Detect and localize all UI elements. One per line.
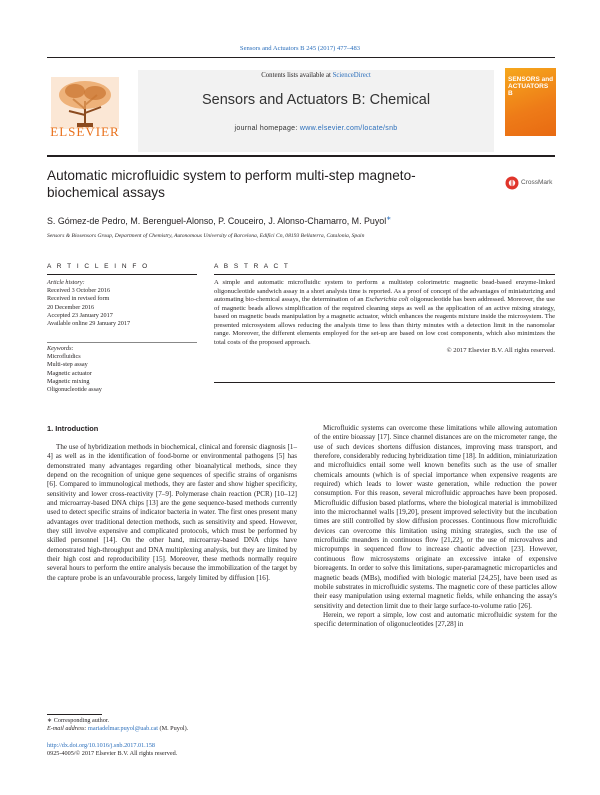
affiliation: Sensors & Biosensors Group, Department of Chemistry, Autonomous University of Barcelona, Edifici Cn, 08193 Bellaterra, Catalonia, Spain — [47, 233, 365, 239]
keyword-item: Magnetic mixing — [47, 377, 90, 385]
corresponding-author-note: ∗ Corresponding author. — [47, 717, 110, 724]
elsevier-wordmark: ELSEVIER — [50, 124, 120, 139]
abstract-text-1: A simple and automatic microfluidic system to perform a multistep colorimetric magnetic bead-based enzyme-linked oligonucleotide sandwich assay in a short analysis time is reported. As a proof of concept of the advantages of miniaturizing and automating bio-chemical assays, the determination of an — [214, 279, 555, 303]
article-info-heading: A R T I C L E I N F O — [47, 263, 150, 270]
keyword-item: Microfluidics — [47, 353, 81, 361]
journal-reference[interactable]: Sensors and Actuators B 245 (2017) 477–483 — [239, 45, 361, 52]
history-label: Article history: — [47, 279, 85, 286]
article-history — [47, 279, 197, 328]
sciencedirect-link[interactable]: ScienceDirect — [332, 72, 371, 79]
footnote-rule — [47, 714, 102, 715]
email-suffix: (M. Puyol). — [157, 725, 189, 732]
abstract-bottom-rule — [214, 382, 555, 383]
history-item: Accepted 23 January 2017 — [47, 311, 113, 319]
abstract-body — [214, 279, 555, 356]
email-label: E-mail address: — [47, 725, 89, 732]
author-list — [47, 215, 557, 226]
introduction-heading: 1. Introduction — [47, 424, 99, 433]
body-paragraph: Herein, we report a simple, low cost and automatic microfluidic system for the specific determination of oligonucleotides [27,28] in — [314, 610, 557, 629]
abstract-species: Escherichia coli — [365, 296, 409, 303]
body-paragraph: The use of hybridization methods in biochemical, clinical and forensic diagnosis [1–4] as well as in the identification of food-borne or environmental pathogens [5] has demonstrated many advantages regarding other bioanalytical methods, since they depend on the recognition of unique gene sequences of specific strains of organisms [6]. Compared to immunological methods, they are faster and show higher specificity, sensitivity and lower cross-reactivity [7–9]. Polymerase chain reaction (PCR) [10–12] and microarray-based DNA chips [13] are the gene sequence-based methods currently used to detect specific strains of indicator bacteria in water. The first ones present many advantages over traditional detection methods, such as sensitivity and speed. However, they still involve expensive and complicated protocols, which must be performed by skilled personnel [14]. On the other hand, microarray-based DNA chips have demonstrated high-throughput and DNA multiplexing analysis, but they are limited by their high cost and reproducibility [15]. Moreover, these methods normally require several hours to perform the entire analysis because the immobilization of the target by the capture probe is an unfavourable process, largely limited by diffusion [16]. — [47, 443, 297, 582]
body-column-left — [47, 443, 297, 583]
history-item: Received in revised form — [47, 295, 110, 303]
top-rule — [47, 57, 555, 58]
article-info-rule — [47, 274, 197, 275]
article-title: Automatic microfluidic system to perform multi-step magneto-biochemical assays — [47, 168, 416, 200]
crossmark-badge[interactable] — [505, 172, 553, 198]
authors-text: S. Gómez-de Pedro, M. Berenguel-Alonso, P. Couceiro, J. Alonso-Chamarro, M. Puyol — [47, 215, 387, 226]
abstract-rule — [214, 274, 555, 275]
crossmark-icon — [505, 176, 519, 190]
footnote — [47, 717, 297, 733]
history-item: 20 December 2016 — [47, 303, 95, 311]
history-item: Received 3 October 2016 — [47, 287, 111, 295]
journal-homepage — [138, 125, 494, 132]
email-line — [47, 725, 297, 733]
keyword-item: Magnetic actuator — [47, 369, 92, 377]
journal-title: Sensors and Actuators B: Chemical — [201, 92, 431, 108]
contents-prefix: Contents lists available at — [261, 72, 333, 79]
body-column-right — [314, 424, 557, 630]
crossmark-label: CrossMark — [521, 179, 553, 186]
keyword-item: Multi-step assay — [47, 361, 88, 369]
homepage-link[interactable]: www.elsevier.com/locate/snb — [299, 125, 398, 132]
issn-line: 0925-4005/© 2017 Elsevier B.V. All rights reserved. — [47, 750, 178, 757]
abstract-text-2: oligonucleotide has been addressed. Moreover, the use of magnetic beads allows simplification of the required cleaning steps as well as the application of an active mixing strategy, based on magnetic beads manipulation by a magnetic actuator, which enhances the reagents mixture inside the microsystem. The presented microsystem allows reducing the analysis time to less than thirty minutes with a detection limit in the nanomolar range. Moreover, the different elements employed for the set-up are based on low cost components, which also minimizes the total costs of the proposed approach. — [214, 296, 555, 346]
doi-link[interactable]: http://dx.doi.org/10.1016/j.snb.2017.01.158 — [47, 742, 156, 749]
journal-cover-text: SENSORS and ACTUATORS B — [508, 76, 554, 97]
contents-line — [138, 72, 494, 79]
doi-block — [47, 742, 297, 758]
keywords-rule — [47, 342, 197, 343]
journal-header-box — [138, 70, 494, 152]
keywords — [47, 345, 197, 394]
keywords-label: Keywords: — [47, 345, 74, 352]
corresponding-mark[interactable]: ∗ — [386, 216, 392, 222]
email-link[interactable]: mariadelmar.puyol@uab.cat — [88, 725, 158, 732]
header-thick-rule — [47, 155, 555, 157]
history-item: Available online 29 January 2017 — [47, 320, 131, 328]
keyword-item: Oligonucleotide assay — [47, 386, 102, 394]
abstract-copyright: © 2017 Elsevier B.V. All rights reserved. — [446, 347, 555, 354]
body-paragraph: Microfluidic systems can overcome these limitations while allowing automation of the entire bioassay [17]. Since channel distances are on the micrometer range, the use of such devices shortens diffusion distances, improving mass transport, and therefore, considerably reducing hybridization time [18]. In addition, miniaturization and microfluidics entail some well known benefits such as the use of smaller chemicals amounts (which is of special importance when expensive reagents are required) which leads to lower waste generation, while reduction the power consumption. For this reason, several microfluidic approaches have been proposed. Microfluidic diffusion based platforms, where the biological material is immobilized into the microchannel walls [19,20], present improved selectivity but the incubation times are still controlled by slow diffusion processes. Continuous flow microfluidic devices can overcome this limitation using mixing strategies, such the use of microfluidic meanders in continuous flow [21,22], or the use of microvalves and micropumps in sequenced flow to increase chaotic advection [23]. However, continuous flow microsystems originate an excessive intake of expensive bioreagents. In order to solve this limitations, super-paramagnetic microparticles and magnetic beads (MBs), modified with biologic material [24,25], have been used as mobile substrates in microfluidic systems. The magnetic core of these particles allow their easy manipulation using external magnetic fields, while enhancing the assay's sensitivity and detection limit due to their large surface-to-volume ratio [26]. — [314, 424, 557, 610]
abstract-heading: A B S T R A C T — [214, 263, 290, 270]
homepage-label: journal homepage: — [234, 125, 300, 132]
